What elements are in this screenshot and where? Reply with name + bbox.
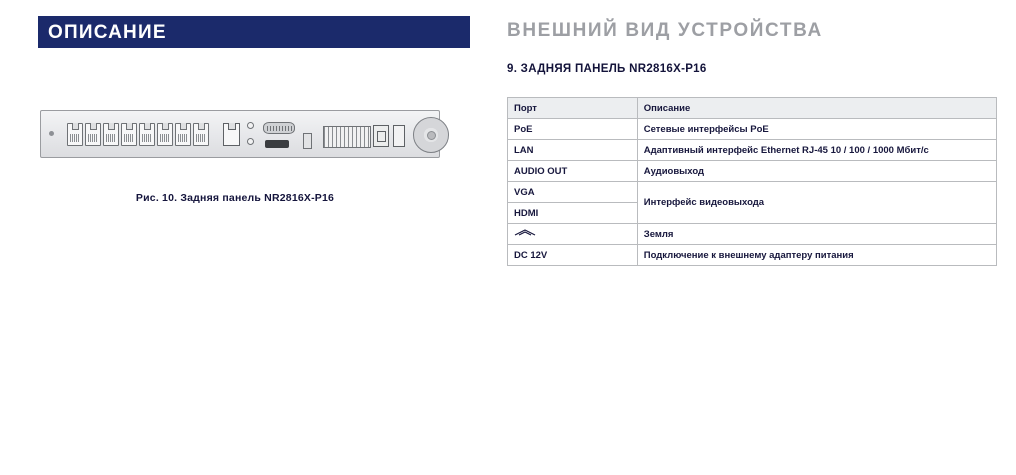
table-row — [508, 245, 997, 266]
poe-port — [157, 123, 173, 146]
table-header-row — [508, 98, 997, 119]
audio-in-jack — [247, 138, 254, 145]
poe-port — [121, 123, 137, 146]
cell-description: Сетевые интерфейсы PoE — [637, 119, 996, 140]
audio-out-jack — [247, 122, 254, 129]
table-row — [508, 224, 997, 245]
power-input-icon — [373, 125, 389, 147]
column-header-port: Порт — [508, 98, 638, 119]
cell-port: AUDIO OUT — [508, 161, 638, 182]
table-row — [508, 161, 997, 182]
poe-port — [175, 123, 191, 146]
cell-port: DC 12V — [508, 245, 638, 266]
alarm-terminal-block-icon — [323, 126, 371, 148]
cell-description: Подключение к внешнему адаптеру питания — [637, 245, 996, 266]
fan-icon — [413, 117, 449, 153]
page-title: ВНЕШНИЙ ВИД УСТРОЙСТВА — [507, 20, 823, 41]
lan-port-icon — [223, 123, 240, 146]
cell-port: HDMI — [508, 203, 638, 224]
poe-port — [139, 123, 155, 146]
cell-port-ground — [508, 224, 638, 245]
description-column — [0, 0, 470, 475]
poe-port — [193, 123, 209, 146]
appearance-column — [500, 0, 1016, 475]
device-rear-panel-illustration — [40, 110, 440, 168]
device-chassis — [40, 110, 440, 158]
table-row — [508, 182, 997, 203]
section-banner-title: ОПИСАНИЕ — [48, 22, 167, 43]
cell-port: VGA — [508, 182, 638, 203]
cell-port: LAN — [508, 140, 638, 161]
poe-port — [85, 123, 101, 146]
table-row — [508, 119, 997, 140]
cell-description: Интерфейс видеовыхода — [637, 182, 996, 224]
cell-description: Земля — [637, 224, 996, 245]
audio-connector-icon — [246, 121, 256, 149]
cell-port: PoE — [508, 119, 638, 140]
subsection-title: 9. ЗАДНЯЯ ПАНЕЛЬ NR2816X-P16 — [507, 63, 707, 75]
cell-description: Аудиовыход — [637, 161, 996, 182]
figure-caption: Рис. 10. Задняя панель NR2816X-P16 — [135, 192, 335, 204]
vga-port-icon — [263, 122, 295, 134]
power-switch-icon — [393, 125, 405, 147]
column-header-description: Описание — [637, 98, 996, 119]
cell-description: Адаптивный интерфейс Ethernet RJ-45 10 / 100 / 1000 Мбит/с — [637, 140, 996, 161]
poe-port — [67, 123, 83, 146]
chassis-screw-left — [49, 131, 54, 136]
poe-port — [103, 123, 119, 146]
ground-icon — [514, 228, 536, 237]
poe-port-bank — [67, 123, 217, 147]
ports-table — [507, 97, 997, 266]
table-row — [508, 140, 997, 161]
hdmi-port-icon — [265, 140, 289, 148]
section-banner — [38, 16, 470, 48]
usb-port-icon — [303, 133, 312, 149]
